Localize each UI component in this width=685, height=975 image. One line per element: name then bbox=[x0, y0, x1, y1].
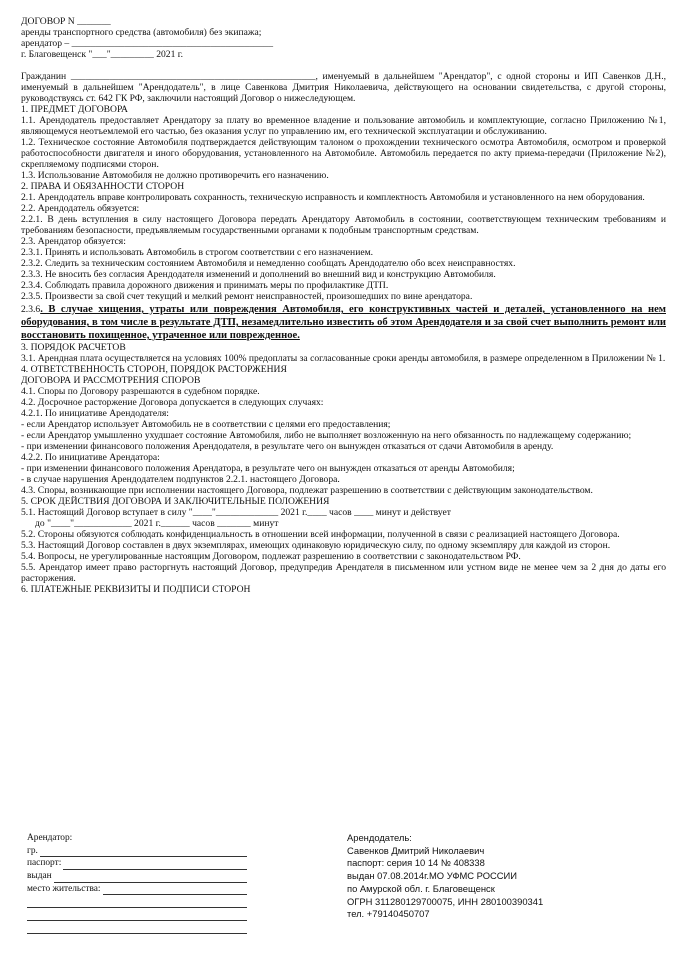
lessee-extra-blank-2 bbox=[27, 908, 247, 921]
clause-2-3-6-number: 2.3.6 bbox=[21, 304, 41, 315]
section-3-title: 3. ПОРЯДОК РАСЧЕТОВ bbox=[21, 342, 126, 353]
lessee-citizen-row bbox=[27, 845, 247, 858]
clause-5-5: 5.5. Арендатор имеет право расторгнуть настоящий Договор, предупредив Арендателя в письменном или устном виде не менее чем за 2 дня до даты его расторжения. bbox=[21, 562, 666, 584]
clause-5-2: 5.2. Стороны обязуются соблюдать конфиденциальность в отношении всей информации, полученной в связи с реализацией настоящего Договора. bbox=[21, 529, 620, 540]
clause-4-1: 4.1. Споры по Договору разрешаются в судебном порядке. bbox=[21, 386, 260, 397]
clause-4-2-2-bullet-2: - в случае нарушения Арендодателем подпунктов 2.2.1. настоящего Договора. bbox=[21, 474, 340, 485]
clause-4-2-1-bullet-1: - если Арендатор использует Автомобиль не в соответствии с целями его предоставления; bbox=[21, 419, 391, 430]
clause-2-3-1: 2.3.1. Принять и использовать Автомобиль в строгом соответствии с его назначением. bbox=[21, 247, 374, 258]
clause-2-3-6-text: . В случае хищения, утраты или повреждения Автомобиля, его конструктивных частей и деталей, установленного на нем оборудования, в том числе в результате ДТП, незамедлительно известить об этом Арендодателя и за свой счет выполнить ремонт или восстановить похищенное, утраченное или поврежденное. bbox=[21, 304, 666, 341]
lessee-passport-label: паспорт: bbox=[27, 858, 62, 869]
clause-5-3: 5.3. Настоящий Договор составлен в двух экземплярах, имеющих одинаковую юридическую силу, по одному экземпляру для каждой из сторон. bbox=[21, 540, 611, 551]
lessee-title-row bbox=[27, 832, 247, 845]
clause-2-3-4: 2.3.4. Соблюдать правила дорожного движения и принимать меры по профилактике ДТП. bbox=[21, 280, 389, 291]
contract-subtitle: аренды транспортного средства (автомобиля) без экипажа; bbox=[21, 27, 262, 38]
lessee-passport-blank bbox=[63, 860, 247, 870]
lessor-details bbox=[347, 832, 667, 921]
section-4-title-line-2: ДОГОВОРА И РАССМОТРЕНИЯ СПОРОВ bbox=[21, 375, 201, 386]
section-4-title-line-1: 4. ОТВЕТСТВЕННОСТЬ СТОРОН, ПОРЯДОК РАСТОРЖЕНИЯ bbox=[21, 364, 287, 375]
lessor-name: Савенков Дмитрий Николаевич bbox=[347, 844, 485, 856]
lessee-residence-blank bbox=[103, 885, 247, 895]
lessor-title: Арендодатель: bbox=[347, 832, 412, 843]
clause-2-3-2: 2.3.2. Следить за техническим состоянием Автомобиля и немедленно сообщать Арендодателю обо всех неисправностях. bbox=[21, 258, 516, 269]
section-1-title: 1. ПРЕДМЕТ ДОГОВОРА bbox=[21, 104, 128, 115]
clause-1-1: 1.1. Арендодатель предоставляет Арендатору за плату во временное владение и пользование автомобиль и комплектующие, согласно Приложению №1, являющемуся неотъемлемой его частью, без оказания услуг по управлению им, его технической эксплуатации и обслуживанию. bbox=[21, 115, 666, 137]
lessee-extra-blank-1 bbox=[27, 895, 247, 908]
clause-5-1-line-1: 5.1. Настоящий Договор вступает в силу "____"_____________ 2021 г.____ часов ____ минут и действует bbox=[21, 507, 451, 518]
lessee-issued-row bbox=[27, 870, 247, 883]
lessee-issued-label: выдан bbox=[27, 871, 52, 882]
clause-4-2-2: 4.2.2. По инициативе Арендатора: bbox=[21, 452, 160, 463]
section-5-title: 5. СРОК ДЕЙСТВИЯ ДОГОВОРА И ЗАКЛЮЧИТЕЛЬНЫЕ ПОЛОЖЕНИЯ bbox=[21, 496, 330, 507]
lessee-passport-row bbox=[27, 857, 247, 870]
lessee-citizen-blank bbox=[40, 847, 247, 857]
clause-3-1: 3.1. Арендная плата осуществляется на условиях 100% предоплаты за согласованные сроки аренды автомобиля, в размере определенном в Приложении № 1. bbox=[21, 353, 666, 364]
lessee-citizen-label: гр. bbox=[27, 845, 38, 856]
clause-2-3-6 bbox=[21, 303, 666, 342]
lessor-phone: тел. +79140450707 bbox=[347, 908, 430, 920]
lessee-line: арендатор – __________________________________________ bbox=[21, 38, 274, 49]
contract-document bbox=[21, 16, 666, 595]
lessee-residence-label: место жительства: bbox=[27, 883, 101, 894]
clause-2-3: 2.3. Арендатор обязуется: bbox=[21, 236, 126, 247]
preamble: Гражданин ___________________________________________________, именуемый в дальнейшем "Арендатор", с одной стороны и ИП Савенков Д.Н., именуемый в дальнейшем "Арендодатель", в лице Савенкова Дмитрия Николаевича, действующего на основании свидетельства, с другой стороны, руководствуясь ст. 642 ГК РФ, заключили настоящий Договор о нижеследующем. bbox=[21, 71, 666, 104]
lessor-ogrn-inn: ОГРН 311280129700075, ИНН 280100390341 bbox=[347, 895, 544, 907]
lessor-passport: паспорт: серия 10 14 № 408338 bbox=[347, 857, 485, 869]
section-2-title: 2. ПРАВА И ОБЯЗАННОСТИ СТОРОН bbox=[21, 181, 185, 192]
clause-5-1-line-2: до "____"____________ 2021 г.______ часов _______ минут bbox=[35, 518, 279, 529]
lessee-title: Арендатор: bbox=[27, 832, 73, 843]
contract-title: ДОГОВОР N _______ bbox=[21, 16, 111, 27]
clause-4-2: 4.2. Досрочное расторжение Договора допускается в следующих случаях: bbox=[21, 397, 324, 408]
clause-2-2: 2.2. Арендодатель обязуется: bbox=[21, 203, 140, 214]
clause-2-2-1: 2.2.1. В день вступления в силу настоящего Договора передать Арендатору Автомобиль в состоянии, соответствующем техническим требованиям и требованиям безопасности, предъявляемым государственными органами к подобным транспортным средствам. bbox=[21, 214, 666, 236]
clause-2-3-5: 2.3.5. Произвести за свой счет текущий и мелкий ремонт неисправностей, произошедших по вине арендатора. bbox=[21, 291, 473, 302]
clause-2-3-3: 2.3.3. Не вносить без согласия Арендодателя изменений и дополнений во внешний вид и конструкцию Автомобиля. bbox=[21, 269, 496, 280]
lessee-residence-row bbox=[27, 883, 247, 896]
clause-1-2: 1.2. Техническое состояние Автомобиля подтверждается действующим талоном о прохождении технического осмотра Автомобиля, осмотром и проверкой работоспособности двигателя и иного оборудования, установленного на Автомобиле. Автомобиль передается по акту приема-передачи (Приложение №2), скрепляемому подписями сторон. bbox=[21, 137, 666, 170]
lessee-details bbox=[27, 832, 247, 934]
lessee-extra-blank-3 bbox=[27, 921, 247, 934]
lessor-region: по Амурской обл. г. Благовещенск bbox=[347, 882, 495, 894]
clause-4-3: 4.3. Споры, возникающие при исполнении настоящего Договора, подлежат разрешению в соответствии с действующим законодательством. bbox=[21, 485, 593, 496]
clause-4-2-2-bullet-1: - при изменении финансового положения Арендатора, в результате чего он вынужден отказаться от аренды Автомобиля; bbox=[21, 463, 515, 474]
lessor-issued: выдан 07.08.2014г.МО УФМС РОССИИ bbox=[347, 870, 518, 882]
city-date: г. Благовещенск "___"_________ 2021 г. bbox=[21, 49, 184, 60]
lessee-issued-blank bbox=[54, 873, 247, 883]
clause-4-2-1-bullet-2: - если Арендатор умышленно ухудшает состояние Автомобиля, либо не выполняет возложенную на него обязанность по надлежащему содержанию; bbox=[21, 430, 632, 441]
clause-4-2-1: 4.2.1. По инициативе Арендодателя: bbox=[21, 408, 169, 419]
section-6-title: 6. ПЛАТЕЖНЫЕ РЕКВИЗИТЫ И ПОДПИСИ СТОРОН bbox=[21, 584, 251, 595]
clause-5-4: 5.4. Вопросы, не урегулированные настоящим Договором, подлежат разрешению в соответствии с законодательством РФ. bbox=[21, 551, 521, 562]
clause-1-3: 1.3. Использование Автомобиля не должно противоречить его назначению. bbox=[21, 170, 329, 181]
clause-2-1: 2.1. Арендодатель вправе контролировать сохранность, техническую исправность и комплектность Автомобиля и установленного на нем оборудования. bbox=[21, 192, 645, 203]
clause-4-2-1-bullet-3: - при изменении финансового положения Арендодателя, в результате чего он вынужден отказаться от сдачи Автомобиля в аренду. bbox=[21, 441, 554, 452]
